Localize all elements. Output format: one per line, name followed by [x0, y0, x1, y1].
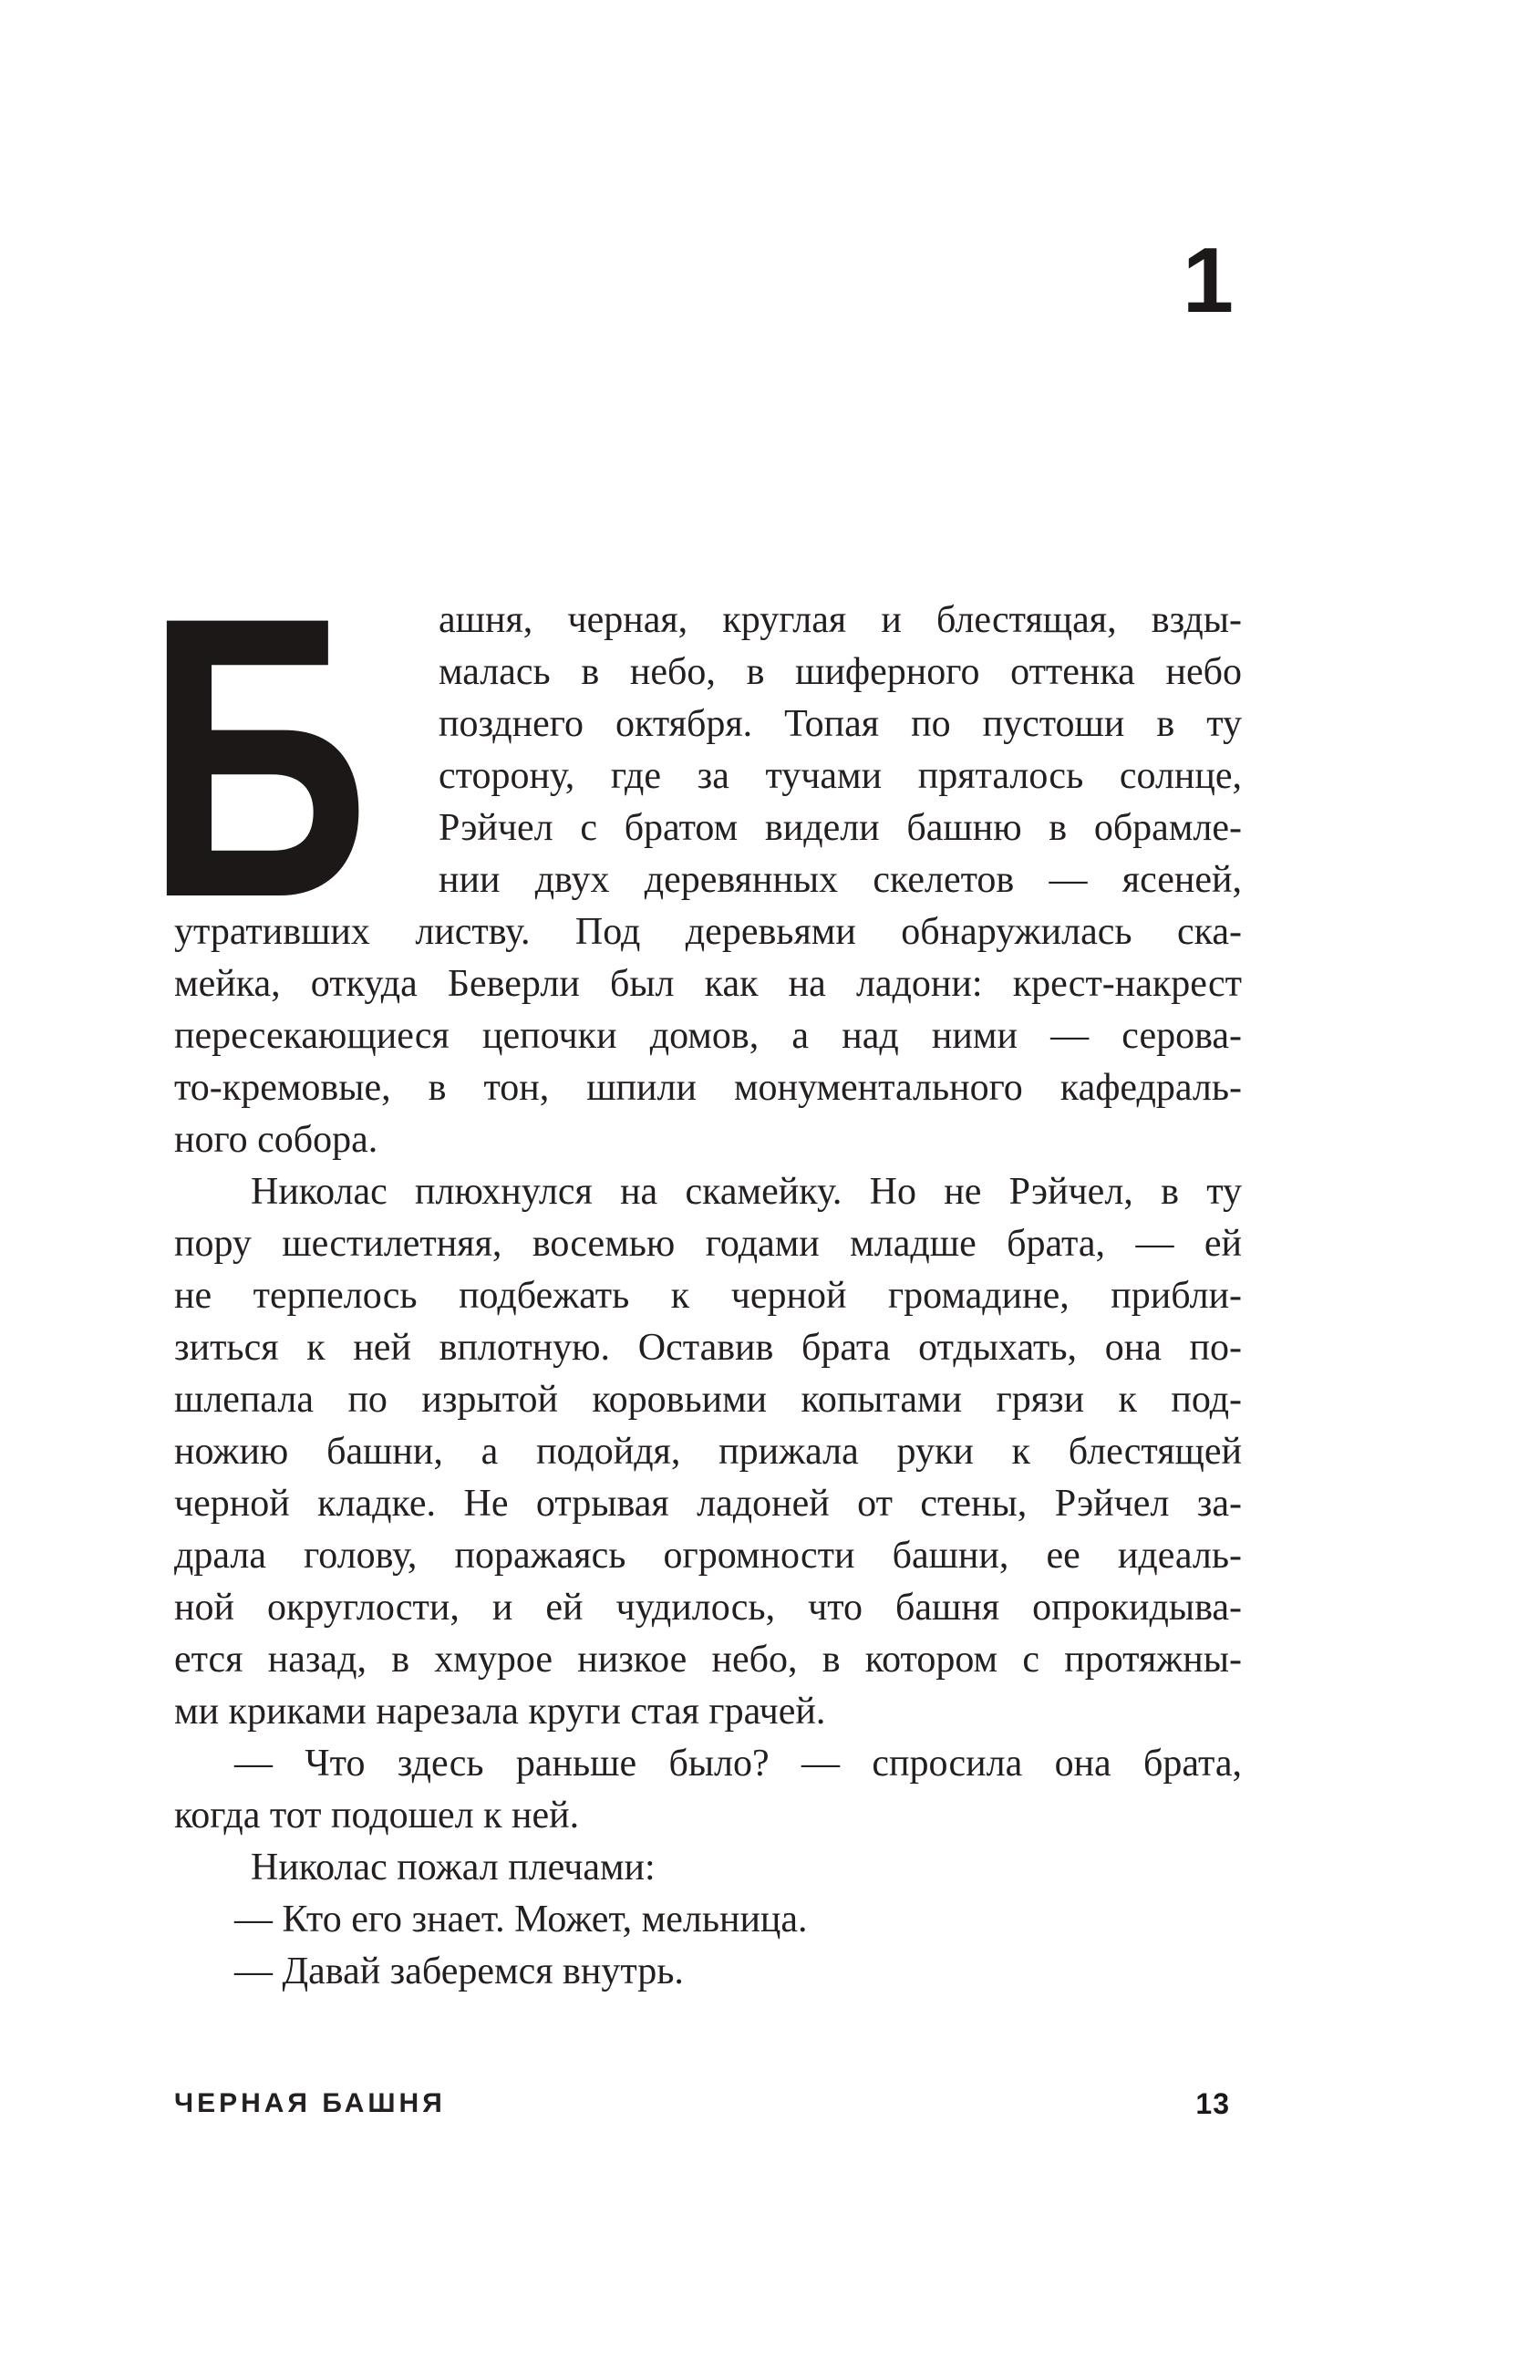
text-line: ми криками нарезала круги стая грачей.: [174, 1691, 826, 1733]
text-line: сторону, где за тучами пряталось солнце,: [439, 755, 1242, 797]
text-line: нии двух деревянных скелетов — ясеней,: [439, 859, 1242, 901]
text-line: не терпелось подбежать к черной громадине, прибли-: [174, 1275, 1242, 1317]
page-number: 13: [1195, 2087, 1230, 2120]
text-line: позднего октября. Топая по пустоши в ту: [439, 703, 1242, 745]
text-line: Рэйчел с братом видели башню в обрамле-: [439, 807, 1242, 849]
text-line: ашня, черная, круглая и блестящая, взды-: [439, 599, 1242, 641]
chapter-number: 1: [1182, 230, 1234, 332]
text-line: когда тот подошел к ней.: [174, 1795, 580, 1837]
text-line: пересекающиеся цепочки домов, а над ними — серова-: [174, 1015, 1242, 1057]
text-line: ного собора.: [174, 1119, 378, 1161]
text-line: ной округлости, и ей чудилось, что башня опрокидыва-: [174, 1587, 1242, 1629]
text-line: шлепала по изрытой коровьими копытами грязи к под-: [174, 1379, 1242, 1421]
text-line: ется назад, в хмурое низкое небо, в котором с протяжны-: [174, 1639, 1242, 1681]
text-line: — Кто его знает. Может, мельница.: [234, 1899, 808, 1940]
text-line: черной кладке. Не отрывая ладоней от стены, Рэйчел за-: [174, 1483, 1242, 1525]
text-line: Николас плюхнулся на скамейку. Но не Рэйчел, в ту: [251, 1171, 1242, 1213]
text-line: драла голову, поражаясь огромности башни, ее идеаль-: [174, 1535, 1242, 1577]
text-line: то-кремовые, в тон, шпили монументального кафедраль-: [174, 1067, 1242, 1109]
running-footer-title: ЧЕРНАЯ БАШНЯ: [174, 2088, 446, 2118]
text-line: ножию башни, а подойдя, прижала руки к блестящей: [174, 1431, 1242, 1473]
text-line: зиться к ней вплотную. Оставив брата отдыхать, она по-: [174, 1327, 1242, 1369]
text-line: пору шестилетняя, восемью годами младше брата, — ей: [174, 1223, 1242, 1265]
body-text-block: [174, 595, 1242, 1998]
text-line: — Давай заберемся внутрь.: [234, 1951, 684, 1992]
text-line: — Что здесь раньше было? — спросила она брата,: [234, 1743, 1242, 1785]
drop-cap-letter: Б: [146, 533, 370, 980]
text-line: малась в небо, в шиферного оттенка небо: [439, 651, 1242, 693]
text-line: Николас пожал плечами:: [251, 1847, 656, 1888]
text-line: мейка, откуда Беверли был как на ладони: крест-накрест: [174, 963, 1242, 1005]
text-line: утративших листву. Под деревьями обнаружилась ска-: [174, 911, 1242, 953]
